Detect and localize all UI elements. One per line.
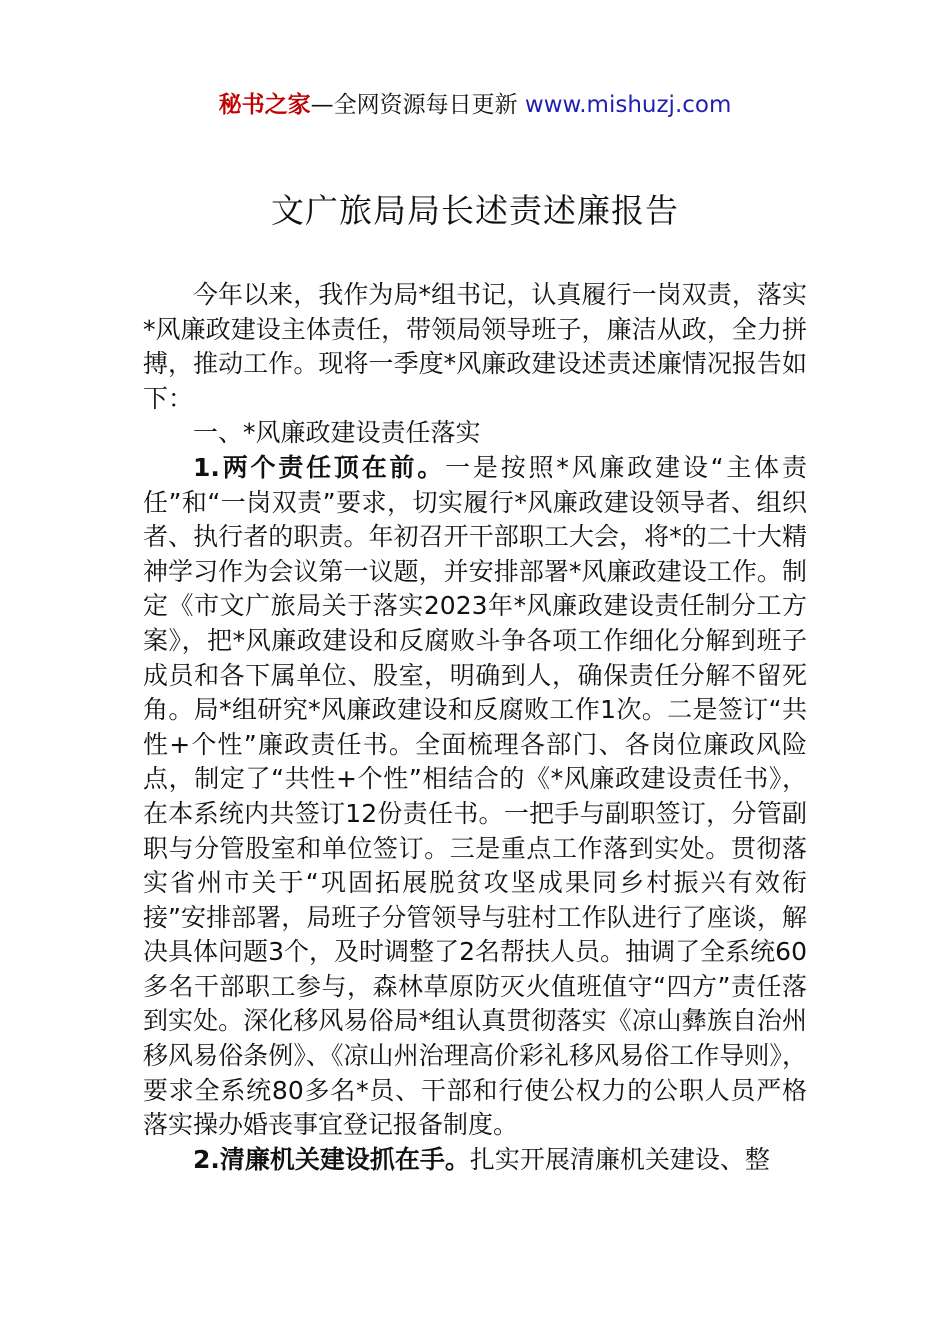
- point-1-paragraph: [143, 451, 807, 1143]
- document-body: [143, 278, 807, 1177]
- document-title: 文广旅局局长述责述廉报告: [271, 191, 679, 230]
- intro-paragraph: 今年以来，我作为局*组书记，认真履行一岗双责，落实*风廉政建设主体责任，带领局领导班子，廉洁从政，全力拼搏，推动工作。现将一季度*风廉政建设述责述廉情况报告如下：: [143, 280, 807, 413]
- section-heading: 一、*风廉政建设责任落实: [193, 418, 481, 448]
- point-1-text: 一是按照*风廉政建设“主体责任”和“一岗双责”要求，切实履行*风廉政建设领导者、组织者、执行者的职责。年初召开干部职工大会，将*的二十大精神学习作为会议第一议题，并安排部署*风廉政建设工作。制定《市文广旅局关于落实2023年*风廉政建设责任制分工方案》，把*风廉政建设和反腐败斗争各项工作细化分解到班子成员和各下属单位、股室，明确到人，确保责任分解不留死角。局*组研究*风廉政建设和反腐败工作1次。二是签订“共性+个性”廉政责任书。全面梳理各部门、各岗位廉政风险点，制定了“共性+个性”相结合的《*风廉政建设责任书》，在本系统内共签订12份责任书。一把手与副职签订，分管副职与分管股室和单位签订。三是重点工作落到实处。贯彻落实省州市关于“巩固拓展脱贫攻坚成果同乡村振兴有效衔接”安排部署，局班子分管领导与驻村工作队进行了座谈，解决具体问题3个，及时调整了2名帮扶人员。抽调了全系统60多名干部职工参与，森林草原防灭火值班值守“四方”责任落到实处。深化移风易俗局*组认真贯彻落实《凉山彝族自治州移风易俗条例》、《凉山州治理高价彩礼移风易俗工作导则》，要求全系统80多名*员、干部和行使公权力的公职人员严格落实操办婚丧事宜登记报备制度。: [143, 452, 807, 1140]
- point-1-heading: 1.两个责任顶在前。: [193, 452, 446, 482]
- point-2-text: 扎实开展清廉机关建设、整: [469, 1144, 770, 1174]
- point-2-heading: 2.清廉机关建设抓在手。: [193, 1144, 470, 1174]
- watermark-header: [0, 88, 950, 122]
- header-tagline: —全网资源每日更新: [310, 92, 518, 118]
- brand-name: 秘书之家: [218, 92, 311, 118]
- point-2-paragraph: [143, 1143, 807, 1178]
- header-url-link[interactable]: www.mishuzj.com: [524, 92, 732, 118]
